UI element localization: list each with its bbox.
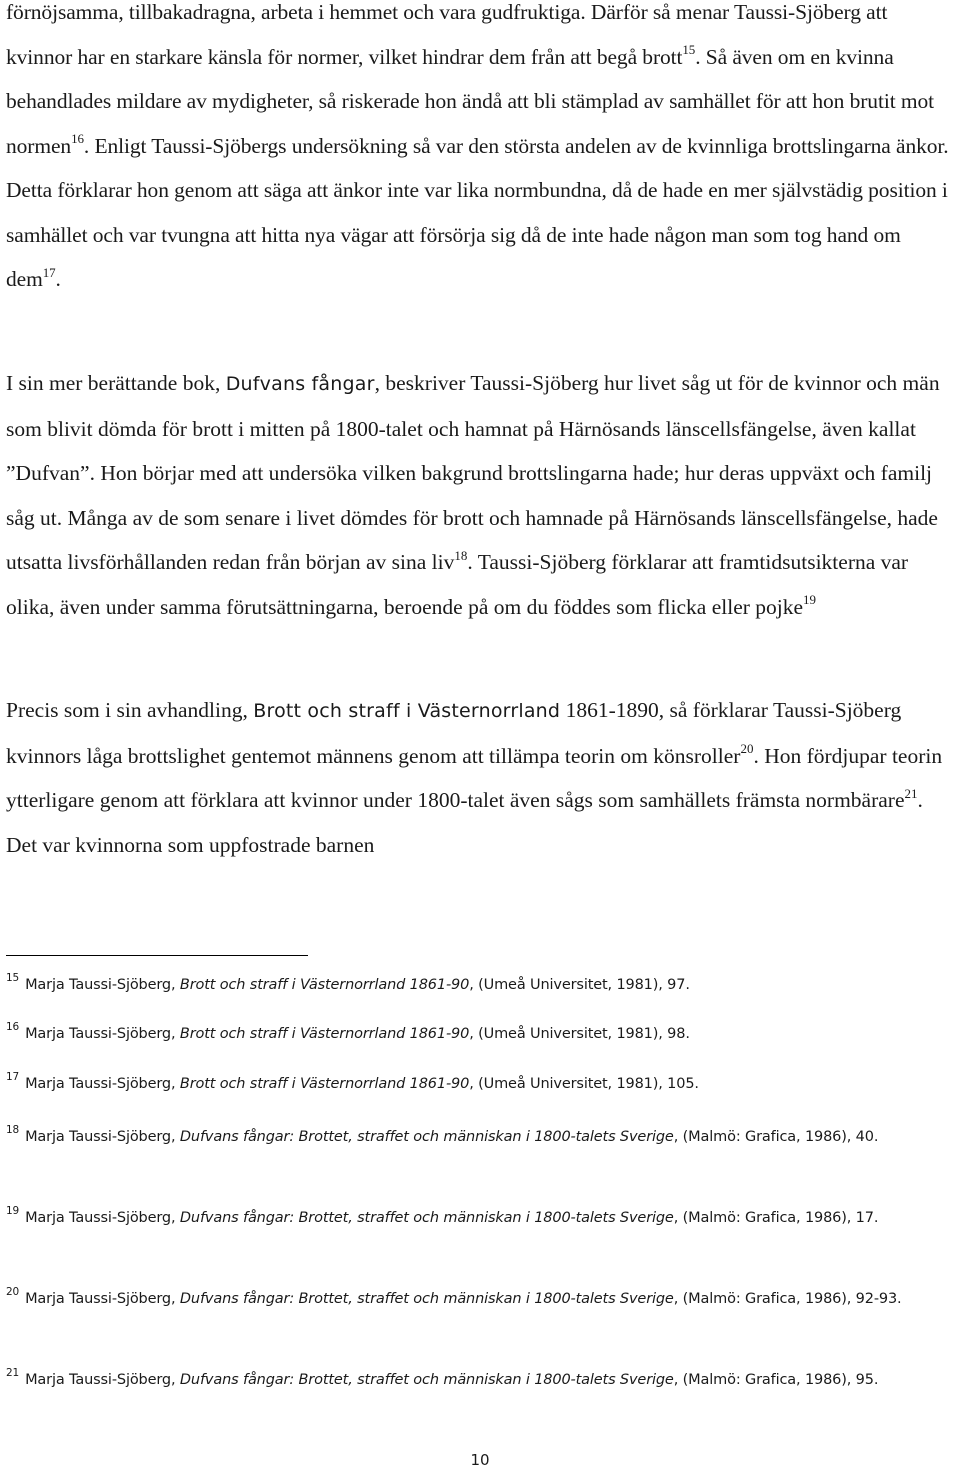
- footnote-separator: [6, 955, 308, 956]
- paragraph-text: förnöjsamma, tillbakadragna, arbeta i hemmet och vara gudfruktiga. Därför så menar Taussi-Sjöberg att kvinnor har en starkare känsla för normer, vilket hindrar dem från att begå brott: [6, 0, 888, 69]
- paragraph-text: 1861-1890, så förklarar Taussi-Sjöberg kvinnors låga brottslighet gentemot männens genom att tillämpa teorin om könsroller: [6, 698, 902, 768]
- footnote-author: Marja Taussi-Sjöberg,: [25, 1210, 180, 1226]
- paragraph-text: . Hon fördjupar teorin ytterligare genom att förklara att kvinnor under 1800-talet även sågs som samhällets främsta normbärare: [6, 743, 943, 812]
- footnote-16: [6, 1021, 958, 1048]
- footnote-17: [6, 1071, 958, 1098]
- paragraph-text: .: [55, 267, 61, 291]
- footnote-21: [6, 1367, 958, 1394]
- footnote-author: Marja Taussi-Sjöberg,: [25, 1291, 180, 1307]
- footnote-ref-19[interactable]: 19: [803, 592, 817, 608]
- footnote-title: Dufvans fångar: Brottet, straffet och människan i 1800-talets Sverige: [179, 1291, 674, 1307]
- footnote-number: 20: [6, 1286, 20, 1299]
- footnote-author: Marja Taussi-Sjöberg,: [25, 977, 180, 993]
- footnote-publication: , (Umeå Universitet, 1981), 98.: [469, 1026, 690, 1042]
- footnote-ref-15[interactable]: 15: [682, 42, 696, 58]
- footnote-publication: , (Malmö: Grafica, 1986), 95.: [673, 1372, 879, 1388]
- footnote-title: Brott och straff i Västernorrland 1861-90: [179, 1026, 470, 1042]
- footnote-publication: , (Malmö: Grafica, 1986), 17.: [673, 1210, 879, 1226]
- footnote-19: [6, 1205, 958, 1232]
- footnote-number: 21: [6, 1367, 20, 1380]
- footnote-18: [6, 1124, 958, 1151]
- footnote-publication: , (Umeå Universitet, 1981), 105.: [469, 1076, 699, 1092]
- body-paragraph-1: [6, 0, 958, 302]
- footnote-number: 17: [6, 1071, 20, 1084]
- book-title: Brott och straff i Västernorrland: [253, 700, 561, 722]
- body-paragraph-2: [6, 361, 958, 629]
- paragraph-text: . Taussi-Sjöberg förklarar att framtidsutsikterna var olika, även under samma förutsättningarna, beroende på om du föddes som flicka eller pojke: [6, 550, 909, 619]
- paragraph-text: I sin mer berättande bok,: [6, 371, 226, 395]
- paragraph-text: . Så även om en kvinna behandlades mildare av mydigheter, så riskerade hon ändå att bli stämplad av samhället för att hon brutit mot normen: [6, 44, 934, 158]
- footnote-title: Brott och straff i Västernorrland 1861-90: [179, 977, 470, 993]
- footnote-author: Marja Taussi-Sjöberg,: [25, 1129, 180, 1145]
- footnote-ref-17[interactable]: 17: [42, 264, 56, 280]
- footnote-number: 18: [6, 1124, 20, 1137]
- footnote-title: Dufvans fångar: Brottet, straffet och människan i 1800-talets Sverige: [179, 1129, 674, 1145]
- body-paragraph-3: [6, 688, 958, 867]
- footnote-author: Marja Taussi-Sjöberg,: [25, 1076, 180, 1092]
- footnote-ref-20[interactable]: 20: [740, 741, 754, 757]
- paragraph-text: , beskriver Taussi-Sjöberg hur livet såg ut för de kvinnor och män som blivit dömda för brott i mitten på 1800-talet och hamnat på Härnösands länscellsfängelse, även kallat ”Dufvan”. Hon börjar med att undersöka vilken bakgrund brottslingarna hade; hur deras uppväxt och familj såg ut. Många av de som senare i livet dömdes för brott och hamnade på Härnösands länscellsfängelse, hade utsatta livsförhållanden redan från början av sina liv: [6, 371, 940, 574]
- footnote-number: 16: [6, 1021, 20, 1034]
- footnote-publication: , (Umeå Universitet, 1981), 97.: [469, 977, 690, 993]
- footnote-author: Marja Taussi-Sjöberg,: [25, 1026, 180, 1042]
- footnote-number: 19: [6, 1205, 20, 1218]
- paragraph-text: Precis som i sin avhandling,: [6, 698, 254, 722]
- page-number: 10: [470, 1451, 490, 1469]
- footnote-ref-16[interactable]: 16: [71, 131, 84, 147]
- footnote-ref-21[interactable]: 21: [904, 785, 918, 801]
- paragraph-text: . Det var kvinnorna som uppfostrade barnen: [6, 788, 923, 857]
- footnote-publication: , (Malmö: Grafica, 1986), 40.: [673, 1129, 879, 1145]
- footnote-title: Dufvans fångar: Brottet, straffet och människan i 1800-talets Sverige: [179, 1372, 674, 1388]
- footnote-author: Marja Taussi-Sjöberg,: [25, 1372, 180, 1388]
- footnote-title: Dufvans fångar: Brottet, straffet och människan i 1800-talets Sverige: [179, 1210, 674, 1226]
- footnote-20: [6, 1286, 958, 1313]
- footnote-ref-18[interactable]: 18: [454, 547, 468, 563]
- footnote-publication: , (Malmö: Grafica, 1986), 92-93.: [673, 1291, 902, 1307]
- footnote-15: [6, 972, 958, 999]
- paragraph-text: . Enligt Taussi-Sjöbergs undersökning så var den största andelen av de kvinnliga brottslingarna änkor. Detta förklarar hon genom att säga att änkor inte var lika normbundna, då de hade en mer självstädig position i samhället och var tvungna att hitta nya vägar att försörja sig då de inte hade någon man som tog hand om dem: [6, 133, 949, 291]
- footnote-title: Brott och straff i Västernorrland 1861-90: [179, 1076, 470, 1092]
- footnote-number: 15: [6, 972, 20, 985]
- book-title: Dufvans fångar: [225, 373, 375, 395]
